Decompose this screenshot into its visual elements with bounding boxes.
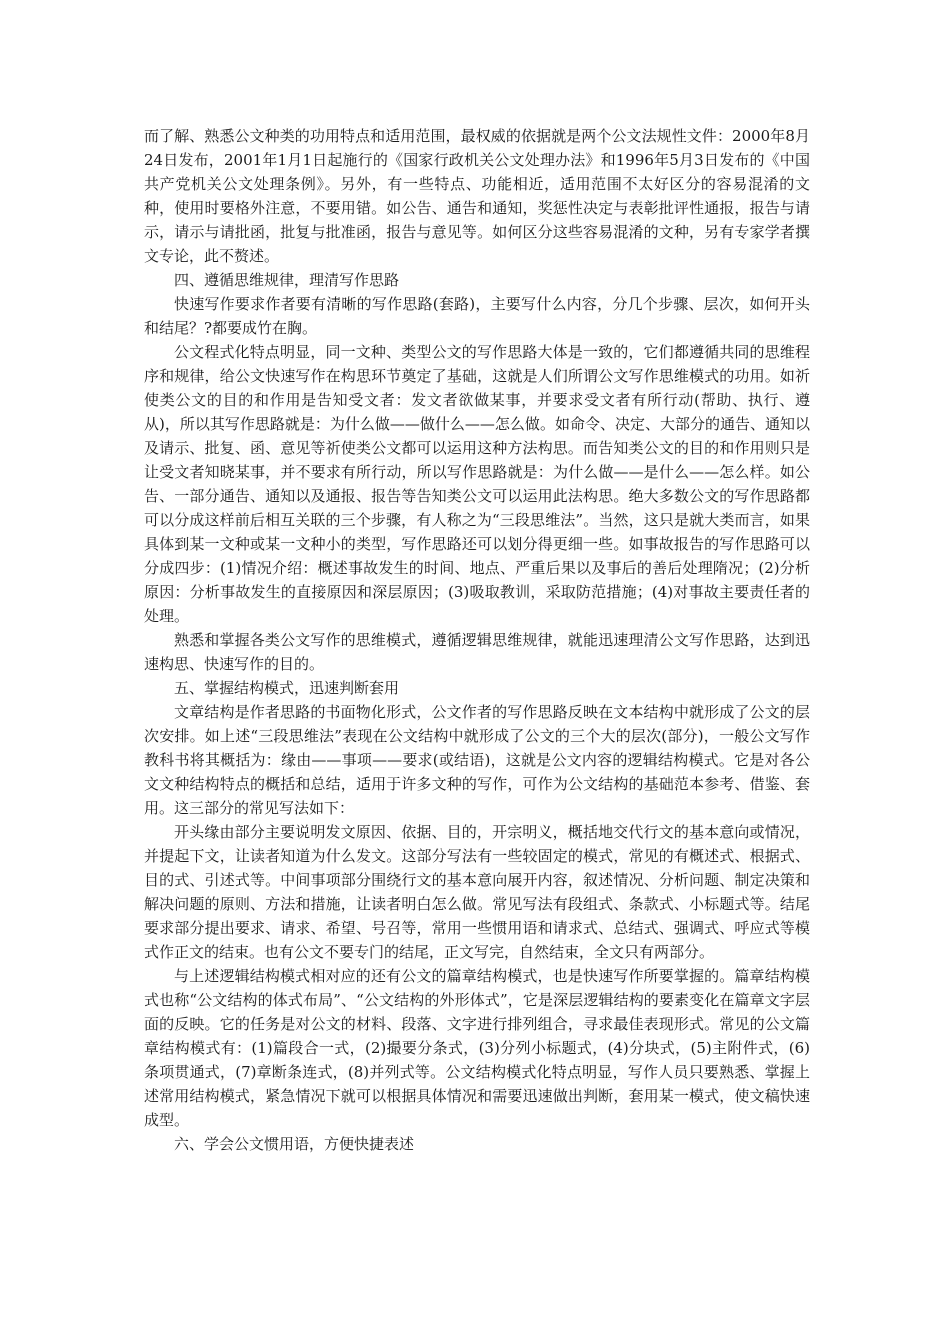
paragraph-fast-writing: 快速写作要求作者要有清晰的写作思路(套路)，主要写什么内容，分几个步骤、层次，如何开头和结尾？?都要成竹在胸。 <box>144 295 810 337</box>
paragraph-structure: 文章结构是作者思路的书面物化形式，公文作者的写作思路反映在文本结构中就形成了公文的层次安排。如上述“三段思维法”表现在公文结构中就形成了公文的三个大的层次(部分)，一般公文写作教科书将其概括为：缘由——事项——要求(或结语)，这就是公文内容的逻辑结构模式。它是对各公文文种结构特点的概括和总结，适用于许多文种的写作，可作为公文结构的基础范本参考、借鉴、套用。这三部分的常见写法如下： <box>144 703 810 817</box>
section-heading-4: 四、遵循思维规律，理清写作思路 <box>174 271 400 289</box>
document-page <box>144 124 810 1156</box>
paragraph-opening-middle-end: 开头缘由部分主要说明发文原因、依据、目的，开宗明义，概括地交代行文的基本意向或情况，并提起下文，让读者知道为什么发文。这部分写法有一些较固定的模式，常见的有概述式、根据式、目的式、引述式等。中间事项部分围绕行文的基本意向展开内容，叙述情况、分析问题、制定决策和解决问题的原则、方法和措施，让读者明白怎么做。常见写法有段组式、条款式、小标题式等。结尾要求部分提出要求、请求、希望、号召等，常用一些惯用语和请求式、总结式、强调式、呼应式等模式作正文的结束。也有公文不要专门的结尾，正文写完，自然结束，全文只有两部分。 <box>144 823 810 961</box>
paragraph-thinking-mode: 公文程式化特点明显，同一文种、类型公文的写作思路大体是一致的，它们都遵循共同的思维程序和规律，给公文快速写作在构思环节奠定了基础，这就是人们所谓公文写作思维模式的功用。如祈使类公文的目的和作用是告知受文者：发文者欲做某事，并要求受文者有所行动(帮助、执行、遵从)，所以其写作思路就是：为什么做——做什么——怎么做。如命令、决定、大部分的通告、通知以及请示、批复、函、意见等祈使类公文都可以运用这种方法构思。而告知类公文的目的和作用则只是让受文者知晓某事，并不要求有所行动，所以写作思路就是：为什么做——是什么——怎么样。如公告、一部分通告、通知以及通报、报告等告知类公文可以运用此法构思。绝大多数公文的写作思路都可以分成这样前后相互关联的三个步骤，有人称之为“三段思维法”。当然，这只是就大类而言，如果具体到某一文种或某一文种小的类型，写作思路还可以划分得更细一些。如事故报告的写作思路可以分成四步：(1)情况介绍：概述事故发生的时间、地点、严重后果以及事后的善后处理隋况；(2)分析原因：分析事故发生的直接原因和深层原因；(3)吸取教训，采取防范措施；(4)对事故主要责任者的处理。 <box>144 343 810 625</box>
section-heading-6: 六、学会公文惯用语，方便快捷表述 <box>174 1135 415 1153</box>
paragraph-master-thinking: 熟悉和掌握各类公文写作的思维模式，遵循逻辑思维规律，就能迅速理清公文写作思路，达到迅速构思、快速写作的目的。 <box>144 631 810 673</box>
paragraph-intro: 而了解、熟悉公文种类的功用特点和适用范围，最权威的依据就是两个公文法规性文件：2000年8月24日发布，2001年1月1日起施行的《国家行政机关公文处理办法》和1996年5月3日发布的《中国共产党机关公文处理条例》。另外，有一些特点、功能相近，适用范围不太好区分的容易混淆的文种，使用时要格外注意，不要用错。如公告、通告和通知，奖惩性决定与表彰批评性通报，报告与请示，请示与请批函，批复与批准函，报告与意见等。如何区分这些容易混淆的文种，另有专家学者撰文专论，此不赘述。 <box>144 127 810 265</box>
section-heading-5: 五、掌握结构模式，迅速判断套用 <box>174 679 400 697</box>
paragraph-chapter-structure: 与上述逻辑结构模式相对应的还有公文的篇章结构模式，也是快速写作所要掌握的。篇章结构模式也称“公文结构的体式布局”、“公文结构的外形体式”，它是深层逻辑结构的要素变化在篇章文字层面的反映。它的任务是对公文的材料、段落、文字进行排列组合，寻求最佳表现形式。常见的公文篇章结构模式有：(1)篇段合一式，(2)撮要分条式，(3)分列小标题式，(4)分块式，(5)主附件式，(6)条项贯通式，(7)章断条连式，(8)并列式等。公文结构模式化特点明显，写作人员只要熟悉、掌握上述常用结构模式，紧急情况下就可以根据具体情况和需要迅速做出判断，套用某一模式，使文稿快速成型。 <box>144 967 810 1129</box>
